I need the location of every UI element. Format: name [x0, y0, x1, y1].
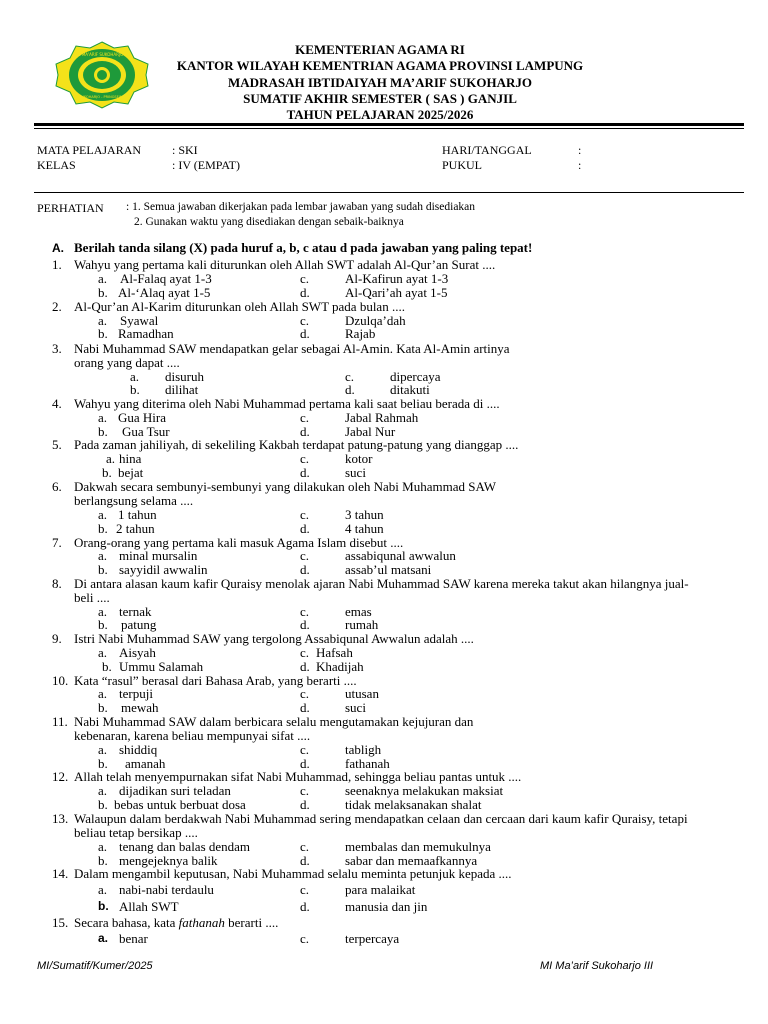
question-number: 6. — [52, 479, 62, 494]
section-letter: A. — [52, 241, 64, 255]
question-text-cont: beli .... — [74, 590, 110, 605]
notice-item-2: 2. Gunakan waktu yang disediakan dengan sebaik-baiknya — [134, 216, 404, 228]
option-b: sayyidil awwalin — [119, 562, 208, 577]
question-number: 12. — [52, 769, 69, 784]
option-d: suci — [345, 700, 366, 715]
question-text: Pada zaman jahiliyah, di sekeliling Kakbah terdapat patung-patung yang dianggap .... — [74, 437, 519, 452]
option-letter: c. — [300, 548, 310, 563]
option-letter: a. — [98, 839, 108, 854]
time-value: : — [578, 158, 582, 172]
option-letter: c. — [300, 686, 310, 701]
option-c: dipercaya — [390, 369, 441, 384]
option-a: minal mursalin — [119, 548, 198, 563]
question-text-cont: orang yang dapat .... — [74, 355, 180, 370]
option-d: suci — [345, 465, 366, 480]
option-letter: d. — [300, 899, 310, 914]
option-c: utusan — [345, 686, 379, 701]
question-text-cont: berlangsung selama .... — [74, 493, 194, 508]
option-letter: a. — [98, 410, 108, 425]
option-letter: c. — [300, 604, 310, 619]
option-letter: a. — [98, 742, 108, 757]
header-rule-thick — [34, 123, 744, 126]
option-letter: d. — [300, 562, 310, 577]
option-b: amanah — [125, 756, 166, 771]
question-text-cont: beliau tetap bersikap .... — [74, 825, 198, 840]
option-d: assab’ul matsani — [345, 562, 432, 577]
header-ministry: KEMENTERIAN AGAMA RI — [295, 42, 465, 57]
option-a: Al-Falaq ayat 1-3 — [120, 271, 212, 286]
question-text: Istri Nabi Muhammad SAW yang tergolong Assabiqunal Awwalun adalah .... — [74, 631, 474, 646]
option-c: tabligh — [345, 742, 382, 757]
header-exam: SUMATIF AKHIR SEMESTER ( SAS ) GANJIL — [243, 91, 517, 106]
option-letter: a. — [98, 783, 108, 798]
option-letter: c. — [300, 882, 310, 897]
svg-text:MI MA'ARIF SUKOHARJO III: MI MA'ARIF SUKOHARJO III — [75, 52, 129, 57]
header-school: MADRASAH IBTIDAIYAH MA’ARIF SUKOHARJO — [228, 75, 532, 90]
option-letter: b. — [102, 465, 112, 480]
question-number: 2. — [52, 299, 62, 314]
option-c: Al-Kafirun ayat 1-3 — [345, 271, 449, 286]
option-letter: a. — [106, 451, 116, 466]
option-letter: b. — [102, 659, 112, 674]
info-rule — [34, 192, 744, 193]
option-letter: a. — [130, 369, 140, 384]
option-letter: c. — [300, 451, 310, 466]
option-c: emas — [345, 604, 372, 619]
option-letter: b. — [98, 617, 108, 632]
option-letter: d. — [300, 797, 310, 812]
option-b: mengejeknya balik — [119, 853, 218, 868]
option-letter: d. — [300, 853, 310, 868]
option-letter: b. — [98, 797, 108, 812]
option-a: shiddiq — [119, 742, 158, 757]
section-instruction: Berilah tanda silang (X) pada huruf a, b, c atau d pada jawaban yang paling tepat! — [74, 240, 533, 255]
option-letter: d. — [300, 424, 310, 439]
option-b: Ummu Salamah — [119, 659, 204, 674]
school-logo — [50, 40, 154, 110]
question-text: Allah telah menyempurnakan sifat Nabi Muhammad, sehingga beliau pantas untuk .... — [74, 769, 522, 784]
option-letter: b. — [98, 424, 108, 439]
option-d: fathanah — [345, 756, 390, 771]
question-text-pre: Secara bahasa, kata — [74, 915, 179, 930]
option-letter: b. — [98, 756, 108, 771]
question-text-emphasis: fathanah — [178, 915, 225, 930]
question-text: Kata “rasul” berasal dari Bahasa Arab, yang berarti .... — [74, 673, 357, 688]
option-letter: c. — [300, 410, 310, 425]
option-letter: d. — [345, 382, 355, 397]
option-letter: d. — [300, 465, 310, 480]
question-text-post: berarti .... — [224, 915, 279, 930]
question-text: Orang-orang yang pertama kali masuk Agama Islam disebut .... — [74, 535, 404, 550]
option-letter: b. — [98, 853, 108, 868]
option-d: Khadijah — [316, 659, 364, 674]
option-letter: a. — [98, 271, 108, 286]
option-letter: c. — [300, 783, 310, 798]
option-letter: b. — [98, 521, 108, 536]
option-c: Hafsah — [316, 645, 353, 660]
option-c: para malaikat — [345, 882, 416, 897]
option-letter: b. — [98, 562, 108, 577]
subject-label: MATA PELAJARAN — [37, 143, 142, 157]
question-number: 10. — [52, 673, 69, 688]
option-b: Ramadhan — [118, 326, 174, 341]
option-b: dilihat — [165, 382, 199, 397]
option-letter: c. — [300, 742, 310, 757]
question-number: 3. — [52, 341, 62, 356]
option-letter: c. — [300, 507, 310, 522]
question-number: 8. — [52, 576, 62, 591]
option-letter: a. — [98, 686, 108, 701]
question-text: Di antara alasan kaum kafir Quraisy menolak ajaran Nabi Muhammad SAW karena mereka takut akan hilangnya jual- — [74, 576, 689, 591]
option-a: dijadikan suri teladan — [119, 783, 231, 798]
option-letter: b. — [98, 326, 108, 341]
option-a: tenang dan balas dendam — [119, 839, 251, 854]
option-b: bebas untuk berbuat dosa — [114, 797, 246, 812]
question-number: 4. — [52, 396, 62, 411]
footer-code: MI/Sumatif/Kumer/2025 — [37, 960, 153, 972]
svg-text:SUKOHARJO - PRINGSEWU: SUKOHARJO - PRINGSEWU — [79, 95, 125, 99]
date-value: : — [578, 143, 582, 157]
option-a: Syawal — [120, 313, 159, 328]
option-c: assabiqunal awwalun — [345, 548, 456, 563]
question-number: 7. — [52, 535, 62, 550]
option-letter: a. — [98, 507, 108, 522]
option-c: seenaknya melakukan maksiat — [345, 783, 504, 798]
question-number: 5. — [52, 437, 62, 452]
option-letter: a. — [98, 882, 108, 897]
option-letter: b. — [98, 899, 109, 913]
time-label: PUKUL — [442, 158, 483, 172]
option-d: Jabal Nur — [345, 424, 396, 439]
option-d: Al-Qari’ah ayat 1-5 — [345, 285, 448, 300]
option-b: Al-‘Alaq ayat 1-5 — [118, 285, 211, 300]
option-letter: d. — [300, 700, 310, 715]
header-rule-thin — [34, 128, 744, 129]
option-a: ternak — [119, 604, 152, 619]
option-b: mewah — [121, 700, 159, 715]
option-b: 2 tahun — [116, 521, 155, 536]
option-d: manusia dan jin — [345, 899, 428, 914]
question-text: Al-Qur’an Al-Karim diturunkan oleh Allah SWT pada bulan .... — [74, 299, 405, 314]
option-d: sabar dan memaafkannya — [345, 853, 478, 868]
option-a: Aisyah — [119, 645, 156, 660]
question-text: Wahyu yang pertama kali diturunkan oleh Allah SWT adalah Al-Qur’an Surat .... — [74, 257, 496, 272]
question-text: Nabi Muhammad SAW mendapatkan gelar sebagai Al-Amin. Kata Al-Amin artinya — [74, 341, 510, 356]
question-number: 15. — [52, 915, 69, 930]
question-number: 11. — [52, 714, 68, 729]
option-d: tidak melaksanakan shalat — [345, 797, 482, 812]
option-letter: c. — [300, 839, 310, 854]
question-number: 9. — [52, 631, 62, 646]
option-a: disuruh — [165, 369, 204, 384]
option-c: Dzulqa’dah — [345, 313, 406, 328]
option-a: hina — [119, 451, 142, 466]
option-letter: b. — [98, 285, 108, 300]
option-a: 1 tahun — [118, 507, 157, 522]
option-letter: a. — [98, 604, 108, 619]
question-text: Walaupun dalam berdakwah Nabi Muhammad sering mendapatkan celaan dan cercaan dari kaum kafir Quraisy, tetapi — [74, 811, 688, 826]
option-d: 4 tahun — [345, 521, 384, 536]
option-d: ditakuti — [390, 382, 430, 397]
question-text: Wahyu yang diterima oleh Nabi Muhammad pertama kali saat beliau berada di .... — [74, 396, 500, 411]
option-letter: a. — [98, 931, 109, 945]
class-value: : IV (EMPAT) — [172, 158, 241, 172]
header-office: KANTOR WILAYAH KEMENTRIAN AGAMA PROVINSI LAMPUNG — [176, 58, 584, 73]
class-label: KELAS — [37, 158, 76, 172]
question-text — [74, 915, 278, 931]
option-b: patung — [121, 617, 157, 632]
option-letter: b. — [130, 382, 140, 397]
question-text: Dalam mengambil keputusan, Nabi Muhammad selalu meminta petunjuk kepada .... — [74, 866, 512, 881]
option-letter: c. — [300, 931, 310, 946]
footer-school: MI Ma’arif Sukoharjo III — [540, 960, 654, 972]
option-b: bejat — [118, 465, 144, 480]
option-d: Rajab — [345, 326, 376, 341]
option-letter: c. — [345, 369, 355, 384]
question-number: 13. — [52, 811, 69, 826]
notice-item-1: : 1. Semua jawaban dikerjakan pada lembar jawaban yang sudah disediakan — [126, 201, 476, 213]
option-letter: d. — [300, 326, 310, 341]
option-a: terpuji — [119, 686, 153, 701]
question-number: 14. — [52, 866, 69, 881]
option-letter: c. — [300, 313, 310, 328]
option-c: 3 tahun — [345, 507, 384, 522]
option-letter: d. — [300, 756, 310, 771]
option-c: kotor — [345, 451, 373, 466]
question-text-cont: kebenaran, karena beliau mempunyai sifat .... — [74, 728, 311, 743]
option-letter: a. — [98, 548, 108, 563]
option-letter: d. — [300, 285, 310, 300]
option-letter: b. — [98, 700, 108, 715]
option-letter: d. — [300, 659, 310, 674]
option-letter: a. — [98, 313, 108, 328]
option-letter: a. — [98, 645, 108, 660]
header-year: TAHUN PELAJARAN 2025/2026 — [286, 107, 474, 122]
option-b: Gua Tsur — [122, 424, 170, 439]
subject-value: : SKI — [172, 143, 198, 157]
question-text: Nabi Muhammad SAW dalam berbicara selalu mengutamakan kejujuran dan — [74, 714, 474, 729]
option-a: nabi-nabi terdaulu — [119, 882, 214, 897]
option-d: rumah — [345, 617, 379, 632]
option-letter: d. — [300, 617, 310, 632]
option-c: Jabal Rahmah — [345, 410, 419, 425]
option-c: terpercaya — [345, 931, 400, 946]
option-a: Gua Hira — [118, 410, 167, 425]
date-label: HARI/TANGGAL — [442, 143, 532, 157]
option-c: membalas dan memukulnya — [345, 839, 491, 854]
option-a: benar — [119, 931, 148, 946]
question-text: Dakwah secara sembunyi-sembunyi yang dilakukan oleh Nabi Muhammad SAW — [74, 479, 497, 494]
option-letter: c. — [300, 645, 310, 660]
option-b: Allah SWT — [119, 899, 179, 914]
notice-label: PERHATIAN — [37, 201, 104, 215]
question-number: 1. — [52, 257, 62, 272]
option-letter: d. — [300, 521, 310, 536]
option-letter: c. — [300, 271, 310, 286]
